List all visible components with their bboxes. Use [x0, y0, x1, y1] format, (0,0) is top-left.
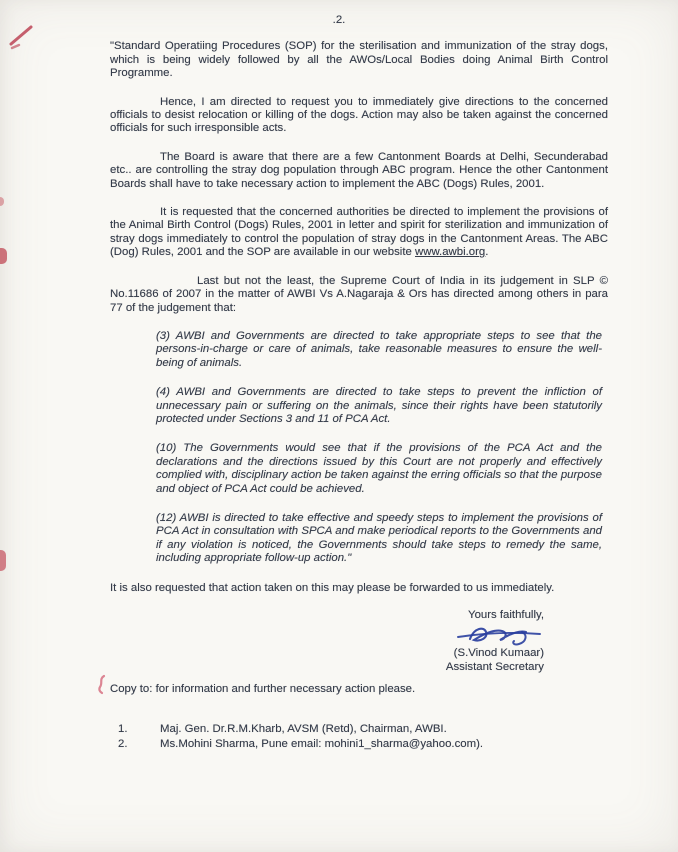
- letter-body: [0, 40, 678, 752]
- signature-block: [394, 609, 544, 674]
- cc-item-text: Maj. Gen. Dr.R.M.Kharb, AVSM (Retd), Chairman, AWBI.: [160, 722, 447, 735]
- website-link-text: www.awbi.org: [415, 246, 486, 259]
- judgement-quote-3: (3) AWBI and Governments are directed to take appropriate steps to see that the persons-in-charge or care of animals, take reasonable measures to ensure the well-being of animals.: [156, 329, 602, 369]
- judgement-quote-10: (10) The Governments would see that if the provisions of the PCA Act and the declarations and the directions issued by this Court are not properly and effectively complied with, disciplinary action be taken against the erring officials so that the purpose and object of PCA Act could be achieved.: [156, 442, 602, 495]
- cc-item-text: Ms.Mohini Sharma, Pune email: mohini1_sharma@yahoo.com).: [160, 737, 484, 750]
- paragraph-closing-request: It is also requested that action taken on this may please be forwarded to us immediately.: [110, 581, 555, 594]
- page-number: .2.: [332, 14, 346, 26]
- judgement-quote-4: (4) AWBI and Governments are directed to take steps to prevent the infliction of unnecessary pain or suffering on the animals, since their rights have been statutorily protected under Sections 3 and 11 of PCA Act.: [156, 386, 602, 425]
- paragraph-text: It is requested that the concerned authorities be directed to implement the provisions of the Animal Birth Control (Dogs) Rules, 2001 in letter and spirit for sterilization and immunization of stray dogs immediately to control the population of stray dogs in the Cantonment Areas. The ABC (Dog) Rules, 2001 and the SOP are available in our website: [110, 206, 608, 259]
- judgement-quote-12: (12) AWBI is directed to take effective and speedy steps to implement the provisions of PCA Act in consultation with SPCA and make periodical reports to the Governments and if any violation is noticed, the Governments should take steps to remedy the same, including appropriate follow-up action.": [156, 511, 602, 565]
- paragraph-abc-rules: [110, 206, 608, 260]
- valediction: Yours faithfully,: [468, 609, 544, 621]
- judgement-quotes-block: [156, 330, 608, 566]
- cc-item-number: 1.: [118, 722, 128, 735]
- signatory-name: (S.Vinod Kumaar): [453, 647, 544, 660]
- paragraph-hence: Hence, I am directed to request you to immediately give directions to the concerned officials to desist relocation or killing of the dogs. Action may also be taken against the concerned officials for such irresponsible acts.: [110, 95, 608, 135]
- cc-list-item: [118, 722, 608, 737]
- handwritten-signature: [456, 623, 542, 648]
- cc-list-item: [118, 737, 608, 752]
- paragraph-sop: "Standard Operatiing Procedures (SOP) for the sterilisation and immunization of the stray dogs, which is being widely followed by all the AWOs/Local Bodies doing Animal Birth Control Programme.: [110, 40, 608, 80]
- cc-list: [110, 722, 608, 752]
- copy-to-line: Copy to: for information and further necessary action please.: [110, 683, 416, 696]
- signatory-title: Assistant Secretary: [445, 660, 544, 673]
- paragraph-text: .: [485, 246, 489, 259]
- cc-item-number: 2.: [118, 737, 128, 750]
- paragraph-board-aware: The Board is aware that there are a few Cantonment Boards at Delhi, Secunderabad etc.. are controlling the stray dog population through ABC program. Hence the other Cantonment Boards shall have to take necessary action to implement the ABC (Dogs) Rules, 2001.: [110, 150, 608, 190]
- paragraph-supreme-court: Last but not the least, the Supreme Court of India in its judgement in SLP © No.11686 of 2007 in the matter of AWBI Vs A.Nagaraja & Ors has directed among others in para 77 of the judgement that:: [110, 274, 608, 314]
